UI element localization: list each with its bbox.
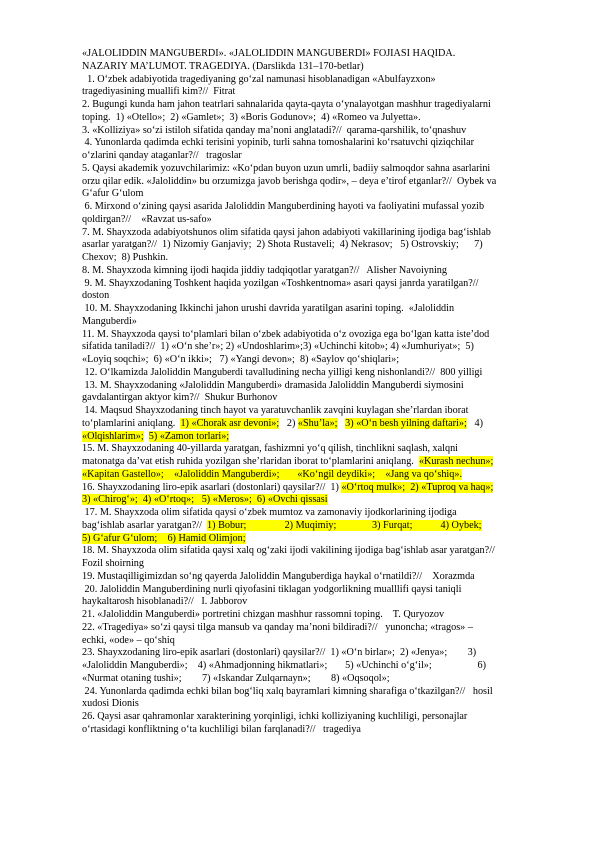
text-segment: 14. Maqsud Shayxzodaning tinch hayot va yaratuvchanlik zavqini kuylagan she’rlardan iborat: [82, 405, 469, 416]
text-segment: o‘zlarini qanday ataganlar?// tragoslar: [82, 150, 242, 161]
text-line: [82, 239, 518, 252]
text-segment: 13. M. Shayxzodaning «Jaloliddin Manguberdi» dramasida Jaloliddin Manguberdi siymosini: [82, 379, 464, 391]
text-segment: asarlar yaratgan?// 1) Nizomiy Ganjaviy; 2) Shota Rustaveli; 4) Nekrasov; 5) Ostrovskiy; 7): [82, 239, 483, 251]
highlighted-text: 5) G‘afur G‘ulom; 6) Hamid Olimjon;: [82, 532, 246, 544]
text-segment: 26. Qaysi asar qahramonlar xarakterining yorqinligi, ichki kolliziyaning kuchliligi, personajlar: [82, 711, 468, 722]
text-line: [82, 558, 518, 571]
text-line: [82, 214, 518, 227]
text-segment: 5. Qaysi akademik yozuvchilarimiz: «Ko‘pdan buyon uzun umrli, badiiy salmoqdor sahna asarlarini: [82, 162, 491, 174]
text-segment: 2): [279, 417, 298, 429]
text-segment: 19. Mustaqilligimizdan so‘ng qayerda Jaloliddin Manguberdiga haykal o‘rnatildi?// Xorazmda: [82, 570, 475, 582]
text-segment: G‘afur G‘ulom: [82, 188, 144, 200]
text-line: [82, 533, 518, 546]
text-segment: «JALOLIDDIN MANGUBERDI». «JALOLIDDIN MANGUBERDI» FOJIASI HAQIDA.: [82, 48, 456, 59]
text-segment: «Loyiq soqchi»; 6) «O‘n ikki»; 7) «Yangi devon»; 8) «Saylov qo‘shiqlari»;: [82, 354, 400, 365]
highlighted-text: 3) «Chirog‘»; 4) «O‘rtoq»; 5) «Meros»; 6) «Ovchi qissasi: [82, 494, 328, 506]
text-segment: 9. M. Shayxzodaning Toshkent haqida yozilgan «Toshkentnoma» asari qaysi janrda yaratilgan?//: [82, 277, 479, 289]
text-line: [82, 647, 518, 660]
text-line: [82, 367, 518, 380]
text-line: [82, 48, 518, 61]
text-line: [82, 137, 518, 150]
text-line: [82, 520, 518, 533]
text-segment: 16. Shayxzodaning liro-epik asarlari (dostonlari) qaysilar?// 1): [82, 481, 342, 493]
text-line: [82, 188, 518, 201]
text-line: [82, 341, 518, 354]
text-segment: «Jaloliddin Manguberdi»; 4) «Ahmadjonning hikmatlari»; 5) «Uchinchi o‘g‘il»; 6): [82, 660, 487, 671]
text-line: [82, 711, 518, 724]
text-segment: 17. M. Shayxzoda olim sifatida qaysi o‘zbek mumtoz va zamonaviy ijodkorlarining ijodiga: [82, 507, 457, 518]
text-segment: 4. Yunonlarda qadimda echki terisini yopinib, turli sahna tomoshalarini ko‘rsatuvchi qiziqchilar: [82, 137, 475, 149]
text-line: [82, 176, 518, 189]
text-line: [82, 482, 518, 495]
text-segment: Manguberdi»: [82, 315, 137, 327]
text-line: [82, 698, 518, 711]
text-segment: Fozil shoirning: [82, 558, 144, 569]
text-segment: xudosi Dionis: [82, 698, 139, 710]
text-segment: to‘plamlarini aniqlang.: [82, 417, 181, 429]
text-segment: echki, «ode» – qo‘shiq: [82, 634, 175, 646]
highlighted-text: 1) Bobur; 2) Muqimiy; 3) Furqat; 4) Oybek;: [207, 519, 482, 531]
text-line: [82, 431, 518, 444]
text-line: [82, 584, 518, 597]
text-segment: «Nurmat otaning tushi»; 7) «Iskandar Zulqarnayn»; 8) «Oqsoqol»;: [82, 672, 390, 684]
text-line: [82, 673, 518, 686]
text-line: [82, 265, 518, 278]
text-line: [82, 405, 518, 418]
text-line: [82, 456, 518, 469]
text-line: [82, 278, 518, 291]
text-segment: 11. M. Shayxzoda qaysi to‘plamlari bilan o‘zbek adabiyotida o‘z ovoziga ega bo‘lgan katta iste’dod: [82, 328, 490, 340]
text-segment: 8. M. Shayxzoda kimning ijodi haqida jiddiy tadqiqotlar yaratgan?// Alisher Navoiyning: [82, 264, 447, 276]
text-line: [82, 125, 518, 138]
text-segment: toping. 1) «Otello»; 2) «Gamlet»; 3) «Boris Godunov»; 4) «Romeo va Julyetta».: [82, 111, 421, 123]
text-line: [82, 227, 518, 240]
text-segment: 6. Mirxond o‘zining qaysi asarida Jaloliddin Manguberdining hayoti va faoliyatini mufassal yozib: [82, 201, 485, 212]
highlighted-text: «Kurash nechun»;: [418, 456, 494, 467]
text-segment: 12. O‘lkamizda Jaloliddin Manguberdi tavalludining necha yilligi keng nishonlandi?// 800 yilligi: [82, 366, 483, 378]
text-line: [82, 303, 518, 316]
text-line: [82, 418, 518, 431]
text-line: [82, 571, 518, 584]
highlighted-text: «Kapitan Gastello»; «Jaloliddin Manguberdi»; «Ko‘ngil deydiki»; «Jang va qo‘shiq».: [82, 468, 463, 480]
highlighted-text: 3) «O‘n besh yilning daftari»;: [345, 417, 467, 429]
text-segment: 10. M. Shayxzodaning Ikkinchi jahon urushi davrida yaratilgan asarini toping. «Jaloliddin: [82, 303, 455, 314]
text-segment: 21. «Jaloliddin Manguberdi» portretini chizgan mashhur rassomni toping. T. Quryozov: [82, 609, 445, 620]
text-line: [82, 494, 518, 507]
text-segment: gavdalantirgan aktyor kim?// Shukur Burhonov: [82, 392, 278, 404]
text-line: [82, 469, 518, 482]
text-line: [82, 112, 518, 125]
text-segment: 4): [466, 417, 483, 429]
text-line: [82, 609, 518, 622]
text-line: [82, 392, 518, 405]
text-line: [82, 545, 518, 558]
text-line: [82, 380, 518, 393]
text-segment: 3. «Kolliziya» so‘zi istiloh sifatida qanday ma’noni anglatadi?// qarama-qarshilik, to‘qnashuv: [82, 124, 467, 136]
text-line: [82, 443, 518, 456]
text-segment: [338, 418, 346, 429]
text-segment: 7. M. Shayxzoda adabiyotshunos olim sifatida qaysi jahon adabiyoti vakillarining ijodiga bag‘ishlab: [82, 226, 491, 238]
text-segment: haykaltarosh hisoblanadi?// I. Jabborov: [82, 596, 248, 608]
text-segment: 23. Shayxzodaning liro-epik asarlari (dostonlari) qaysilar?// 1) «O‘n birlar»; 2) «Jenya»; 3): [82, 647, 477, 659]
document-page: [82, 48, 518, 737]
text-line: [82, 507, 518, 520]
text-segment: orzu qilar edik. «Jaloliddin» bu orzumizga javob berishga qodir», – deya e’tirof etganlar?// Oybek va: [82, 175, 497, 187]
text-segment: 24. Yunonlarda qadimda echki bilan bog‘liq xalq bayramlari kimning sharafiga o‘tkazilgan?// hosil: [82, 685, 493, 697]
text-line: [82, 163, 518, 176]
text-segment: 20. Jaloliddin Manguberdining nurli qiyofasini tiklagan yodgorlikning mualllifi qaysi taniqli: [82, 583, 462, 595]
text-line: [82, 686, 518, 699]
text-segment: o‘rtasidagi konfliktning o‘ta kuchliligi bilan farqlanadi?// tragediya: [82, 723, 361, 735]
text-segment: 1. O‘zbek adabiyotida tragediyaning go‘zal namunasi hisoblanadigan «Abulfayzxon»: [82, 73, 436, 85]
text-line: [82, 150, 518, 163]
text-segment: doston: [82, 290, 110, 302]
highlighted-text: «Olqishlarim»;: [82, 430, 144, 442]
highlighted-text: «O‘rtoq mulk»; 2) «Tuproq va haq»;: [341, 481, 494, 493]
highlighted-text: 5) «Zamon torlari»;: [148, 430, 230, 442]
text-segment: matonatga da’vat etish ruhida yozilgan she’rlaridan iborat to‘plamlarini aniqlang.: [82, 456, 419, 467]
text-segment: bag‘ishlab asarlar yaratgan?//: [82, 519, 208, 531]
text-segment: qoldirgan?// «Ravzat us-safo»: [82, 213, 212, 225]
text-line: [82, 290, 518, 303]
highlighted-text: 1) «Chorak asr devoni»;: [180, 417, 280, 429]
text-line: [82, 99, 518, 112]
text-line: [82, 252, 518, 265]
text-segment: Chexov; 8) Pushkin.: [82, 252, 169, 263]
text-segment: NAZARIY MA’LUMOT. TRAGEDIYA. (Darslikda 131–170-betlar): [82, 60, 364, 72]
text-line: [82, 61, 518, 74]
highlighted-text: «Shu’la»;: [297, 417, 338, 429]
text-segment: 18. M. Shayxzoda olim sifatida qaysi xalq og‘zaki ijodi vakilining ijodiga bag‘ishlab asar yaratgan?//: [82, 545, 495, 557]
text-line: [82, 596, 518, 609]
text-line: [82, 622, 518, 635]
text-segment: tragediyasining muallifi kim?// Fitrat: [82, 86, 236, 98]
text-line: [82, 354, 518, 367]
text-segment: 15. M. Shayxzodaning 40-yillarda yaratgan, fashizmni yo‘q qilish, tinchlikni saqlash, xalqni: [82, 443, 459, 455]
text-line: [82, 316, 518, 329]
text-line: [82, 660, 518, 673]
text-line: [82, 724, 518, 737]
text-line: [82, 201, 518, 214]
text-segment: 22. «Tragediya» so‘zi qaysi tilga mansub va qanday ma’noni bildiradi?// yunoncha; «tragos» –: [82, 621, 473, 633]
text-line: [82, 74, 518, 87]
text-line: [82, 635, 518, 648]
text-segment: 2. Bugungi kunda ham jahon teatrlari sahnalarida qayta-qayta o‘ynalayotgan mashhur tragediyalarni: [82, 99, 491, 110]
text-line: [82, 329, 518, 342]
text-segment: sifatida taniladi?// 1) «O‘n she’r»; 2) «Undoshlarim»;3) «Uchinchi kitob»; 4) «Jumhuriyat»; 5): [82, 341, 474, 353]
text-line: [82, 86, 518, 99]
